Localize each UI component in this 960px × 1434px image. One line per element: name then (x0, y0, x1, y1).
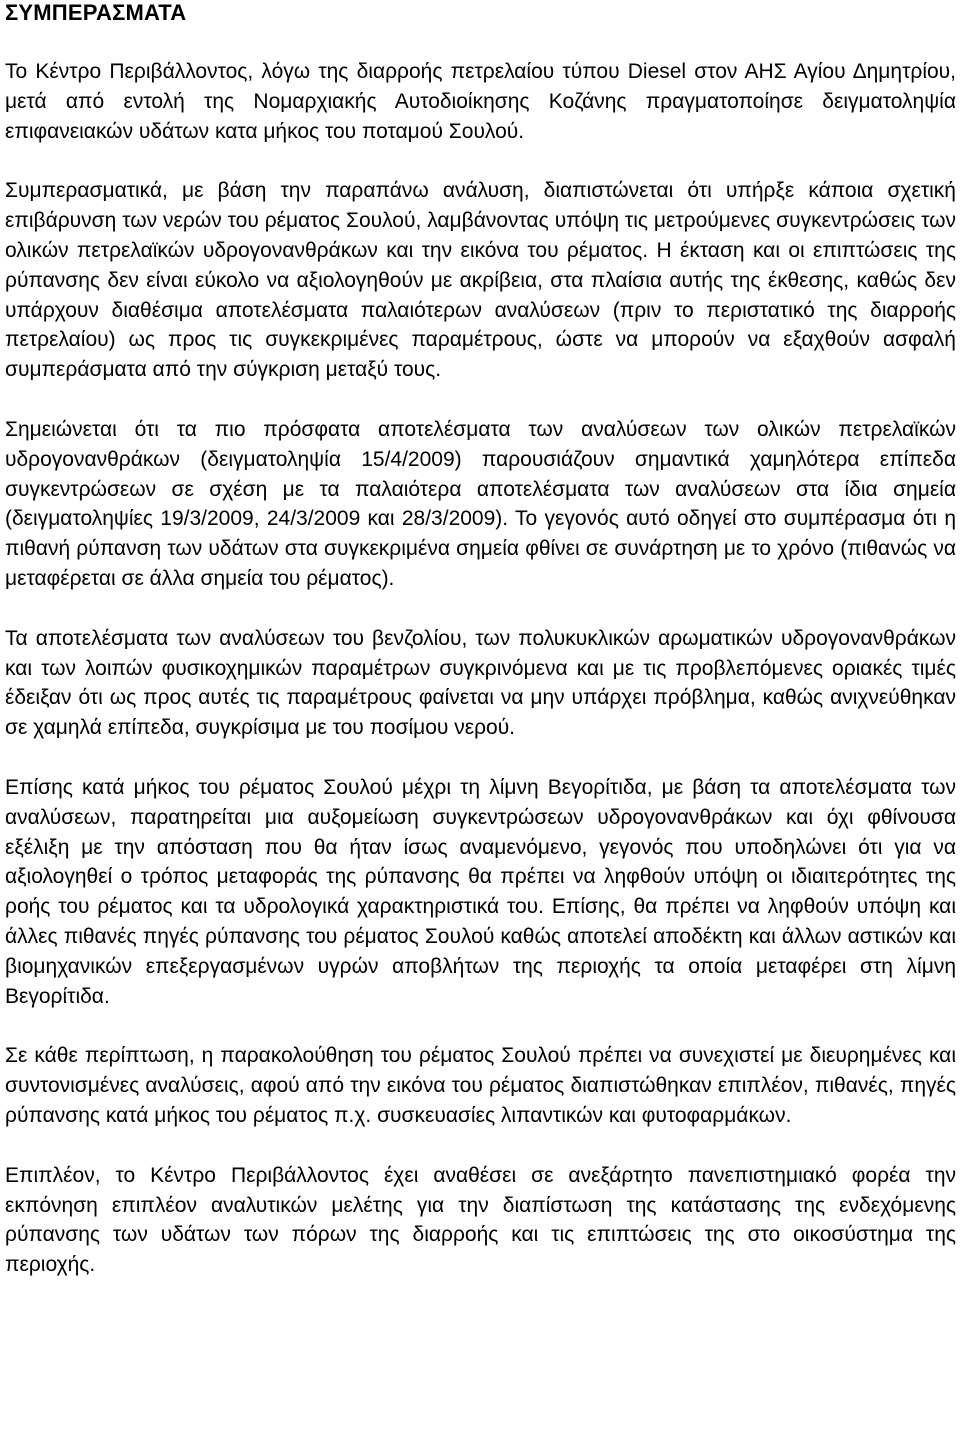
paragraph-recent-results: Σημειώνεται ότι τα πιο πρόσφατα αποτελέσματα των αναλύσεων των ολικών πετρελαϊκών υδρογονανθράκων (δειγματοληψία 15/4/2009) παρουσιάζουν σημαντικά χαμηλότερα επίπεδα συγκεντρώσεων σε σχέση με τα παλαιότερα αποτελέσματα των αναλύσεων στα ίδια σημεία (δειγματοληψίες 19/3/2009, 24/3/2009 και 28/3/2009). Το γεγονός αυτό οδηγεί στο συμπέρασμα ότι η πιθανή ρύπανση των υδάτων στα συγκεκριμένα σημεία φθίνει σε συνάρτηση με το χρόνο (πιθανώς να μεταφέρεται σε άλλα σημεία του ρέματος). (5, 417, 956, 590)
paragraph-introduction: Το Κέντρο Περιβάλλοντος, λόγω της διαρροής πετρελαίου τύπου Diesel στον ΑΗΣ Αγίου Δημητρίου, μετά από εντολή της Νομαρχιακής Αυτοδιοίκησης Κοζάνης πραγματοποίησε δειγματοληψία επιφανειακών υδάτων κατα μήκος του ποταμού Σουλού. (5, 60, 956, 143)
page-title: ΣΥΜΠΕΡΑΣΜΑΤΑ (5, 0, 187, 25)
paragraph-conclusions: Συμπερασματικά, με βάση την παραπάνω ανάλυση, διαπιστώνεται ότι υπήρξε κάποια σχετική επιβάρυνση των νερών του ρέματος Σουλού, λαμβάνοντας υπόψη τις μετρούμενες συγκεντρώσεις των ολικών πετρελαϊκών υδρογονανθράκων και την εικόνα του ρέματος. Η έκταση και οι επιπτώσεις της ρύπανσης δεν είναι εύκολο να αξιολογηθούν με ακρίβεια, στα πλαίσια αυτής της έκθεσης, καθώς δεν υπάρχουν διαθέσιμα αποτελέσματα παλαιότερων αναλύσεων (πριν το περιστατικό της διαρροής πετρελαίου) ως προς τις συγκεκριμένες παραμέτρους, ώστε να μπορούν να εξαχθούν ασφαλή συμπεράσματα από την σύγκριση μεταξύ τους. (5, 179, 956, 382)
paragraph-stream-variation: Επίσης κατά μήκος του ρέματος Σουλού μέχρι τη λίμνη Βεγορίτιδα, με βάση τα αποτελέσματα των αναλύσεων, παρατηρείται μια αυξομείωση συγκεντρώσεων υδρογονανθράκων και όχι φθίνουσα εξέλιξη με την απόσταση που θα ήταν ίσως αναμενόμενο, γεγονός που υποδηλώνει ότι για να αξιολογηθεί ο τρόπος μεταφοράς της ρύπανσης θα πρέπει να ληφθούν υπόψη οι ιδιαιτερότητες της ροής του ρέματος και τα υδρολογικά χαρακτηριστικά του. Επίσης, θα πρέπει να ληφθούν υπόψη και άλλες πιθανές πηγές ρύπανσης του ρέματος Σουλού καθώς αποτελεί αποδέκτη και άλλων αστικών και βιομηχανικών επεξεργασμένων υγρών αποβλήτων της περιοχής τα οποία μεταφέρει στη λίμνη Βεγορίτιδα. (5, 775, 956, 1008)
paragraph-benzene-results: Τα αποτελέσματα των αναλύσεων του βενζολίου, των πολυκυκλικών αρωματικών υδρογονανθράκων και των λοιπών φυσικοχημικών παραμέτρων συγκρινόμενα και με τις προβλεπόμενες οριακές τιμές έδειξαν ότι ως προς αυτές τις παραμέτρους φαίνεται να μην υπάρχει πρόβλημα, καθώς ανιχνεύθηκαν σε χαμηλά επίπεδα, συγκρίσιμα με του ποσίμου νερού. (5, 626, 956, 740)
paragraph-further-study: Επιπλέον, το Κέντρο Περιβάλλοντος έχει αναθέσει σε ανεξάρτητο πανεπιστημιακό φορέα την εκπόνηση επιπλέον αναλυτικών μελέτης για την διαπίστωση της κατάστασης της ενδεχόμενης ρύπανσης των υδάτων των πόρων της διαρροής και τις επιπτώσεις της στο οικοσύστημα της περιοχής. (5, 1163, 956, 1277)
paragraph-monitoring: Σε κάθε περίπτωση, η παρακολούθηση του ρέματος Σουλού πρέπει να συνεχιστεί με διευρημένες και συντονισμένες αναλύσεις, αφού από την εικόνα του ρέματος διαπιστώθηκαν επιπλέον, πιθανές, πηγές ρύπανσης κατά μήκος του ρέματος π.χ. συσκευασίες λιπαντικών και φυτοφαρμάκων. (5, 1044, 956, 1127)
